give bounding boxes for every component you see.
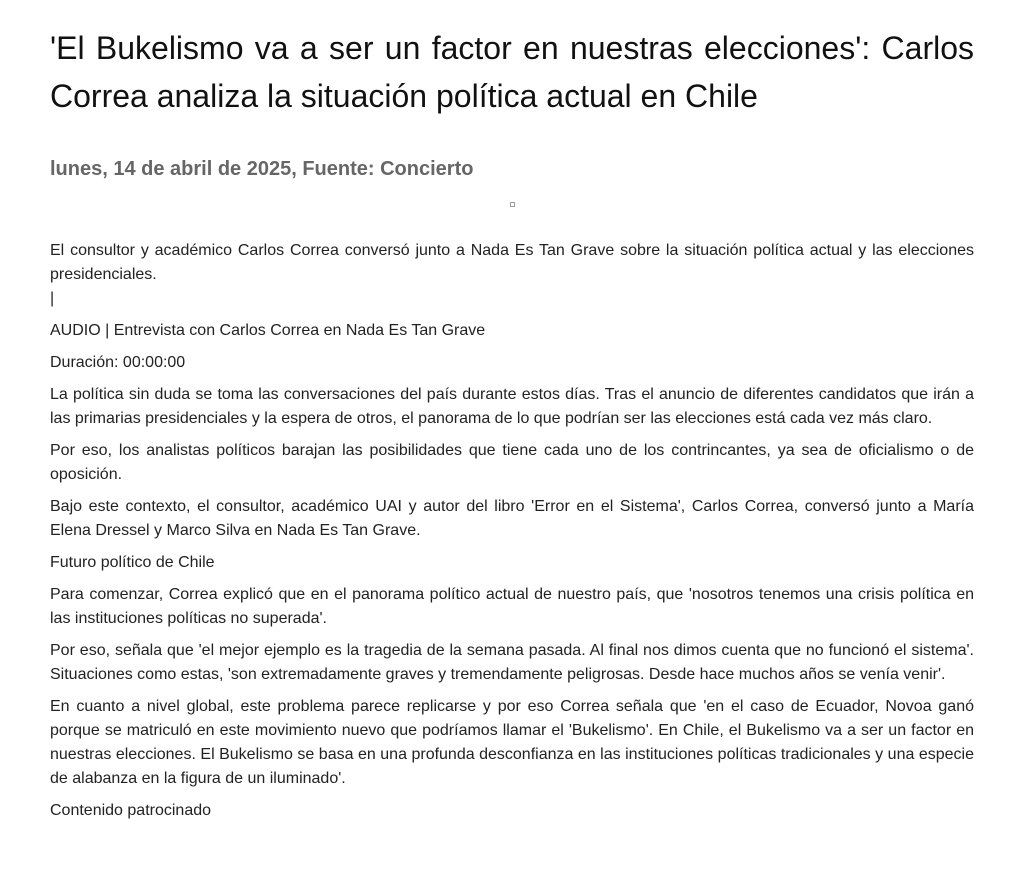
article-paragraph: Por eso, los analistas políticos barajan las posibilidades que tiene cada uno de los contrincantes, ya sea de oficialismo o de oposición. bbox=[50, 442, 974, 483]
article-paragraph: Para comenzar, Correa explicó que en el panorama político actual de nuestro país, que 'nosotros tenemos una crisis política en las instituciones políticas no superada'. bbox=[50, 586, 974, 627]
article bbox=[50, 24, 974, 831]
audio-duration: Duración: 00:00:00 bbox=[50, 354, 186, 371]
article-paragraph: El consultor y académico Carlos Correa conversó junto a Nada Es Tan Grave sobre la situación política actual y las elecciones presidenciales. bbox=[50, 242, 974, 283]
sponsored-content-label: Contenido patrocinado bbox=[50, 802, 212, 819]
article-paragraph: Por eso, señala que 'el mejor ejemplo es la tragedia de la semana pasada. Al final nos dimos cuenta que no funcionó el sistema'. Situaciones como estas, 'son extremadamente graves y tremendamente peligrosas. Desde hace muchos años se venía venir'. bbox=[50, 642, 974, 683]
article-paragraph: Bajo este contexto, el consultor, académico UAI y autor del libro 'Error en el Sistema', Carlos Correa, conversó junto a María Elena Dressel y Marco Silva en Nada Es Tan Grave. bbox=[50, 498, 974, 539]
section-subheading: Futuro político de Chile bbox=[50, 554, 215, 571]
article-body bbox=[50, 239, 974, 823]
article-date-source: lunes, 14 de abril de 2025, Fuente: Concierto bbox=[50, 158, 474, 180]
article-paragraph: En cuanto a nivel global, este problema parece replicarse y por eso Correa señala que 'en el caso de Ecuador, Novoa ganó porque se matriculó en este movimiento nuevo que podríamos llamar el 'Bukelismo'. En Chile, el Bukelismo va a ser un factor en nuestras elecciones. El Bukelismo se basa en una profunda desconfianza en las instituciones políticas tradicionales y una especie de alabanza en la figura de un iluminado'. bbox=[50, 698, 974, 787]
article-title: 'El Bukelismo va a ser un factor en nuestras elecciones': Carlos Correa analiza la situación política actual en Chile bbox=[50, 30, 974, 114]
audio-title: AUDIO | Entrevista con Carlos Correa en Nada Es Tan Grave bbox=[50, 322, 486, 339]
article-paragraph: La política sin duda se toma las conversaciones del país durante estos días. Tras el anuncio de diferentes candidatos que irán a las primarias presidenciales y la espera de otros, el panorama de lo que podrían ser las elecciones está cada vez más claro. bbox=[50, 386, 974, 427]
audio-player-separator: | bbox=[50, 290, 55, 307]
broken-image-icon bbox=[510, 202, 515, 207]
